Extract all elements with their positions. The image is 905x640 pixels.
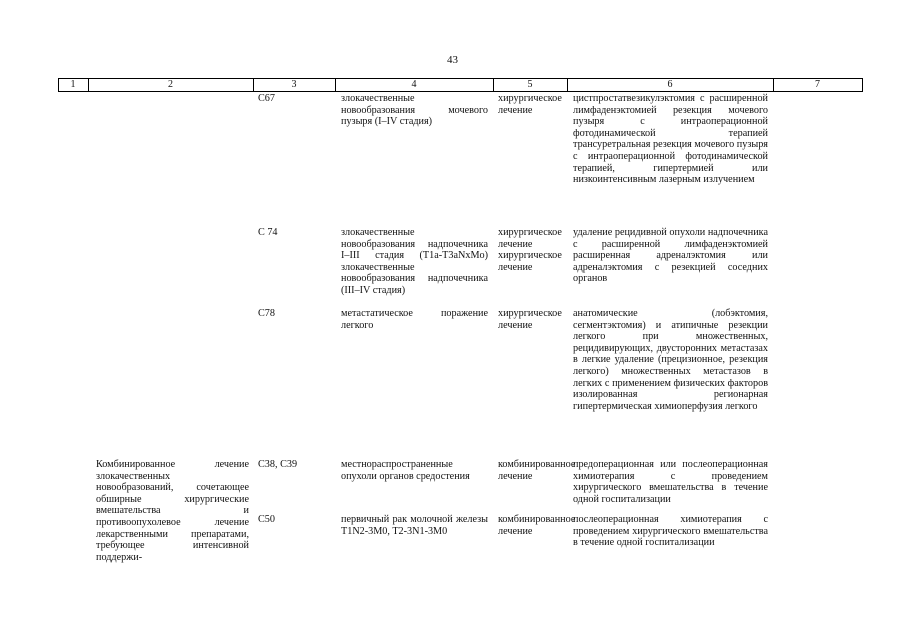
icd-code: C67 [258, 93, 275, 104]
treatment-methods: удаление рецидивной опухоли надпочечника с расширенной лимфаденэктомией расширенная адреналэктомия или адреналэктомия с резекцией соседних органов [573, 227, 768, 285]
treatment-type: хирургическое лечение [498, 93, 562, 116]
table-header-bottom-rule [58, 91, 862, 92]
treatment-type: комбинированное лечение [498, 514, 576, 537]
column-header: 4 [411, 79, 417, 90]
page-number: 43 [447, 54, 458, 66]
icd-code: C78 [258, 308, 275, 319]
diagnosis: первичный рак молочной железы T1N2-3M0, T2-3N1-3M0 [341, 514, 488, 537]
column-header: 5 [527, 79, 533, 90]
column-header: 1 [70, 79, 76, 90]
column-divider [862, 78, 863, 92]
icd-code: C50 [258, 514, 275, 525]
treatment-methods: предоперационная или послеоперационная химиотерапия с проведением хирургического вмешательства в течение одной госпитализации [573, 459, 768, 505]
treatment-methods: послеоперационная химиотерапия с проведением хирургического вмешательства в течение одной госпитализации [573, 514, 768, 549]
treatment-methods: цистпростатвезикулэктомия с расширенной лимфаденэктомией резекция мочевого пузыря с интраоперационной фотодинамической терапией трансуретральная резекция мочевого пузыря с интраоперационной фотодинамической терапией, гипертермией или низкоинтенсивным лазерным излучением [573, 93, 768, 186]
treatment-type: хирургическое лечение хирургическое лечение [498, 227, 562, 273]
column-header: 2 [168, 79, 173, 90]
column-header: 3 [291, 79, 297, 90]
icd-code: C38, C39 [258, 459, 298, 470]
column-header: 7 [815, 79, 820, 90]
diagnosis: злокачественные новообразования мочевого пузыря (I–IV стадия) [341, 93, 488, 128]
treatment-group: Комбинированное лечение злокачественных новообразований, сочетающее обширные хирургические вмешательства и противоопухолевое лечение лекарственными препаратами, требующее интенсивной поддержи- [96, 459, 249, 563]
treatment-methods: анатомические (лобэктомия, сегментэктомия) и атипичные резекции легкого при множественных, рецидивирующих, двусторонних метастазах в легкие удаление (прецизионное, резекция легкого) множественных метастазов в легких с применением физических факторов изолированная регионарная гипертермическая химиоперфузия легкого [573, 308, 768, 412]
column-header: 6 [667, 79, 673, 90]
diagnosis: метастатическое поражение легкого [341, 308, 488, 331]
treatment-type: комбинированное лечение [498, 459, 576, 482]
diagnosis: злокачественные новообразования надпочечника I–III стадия (T1a-T3aNxMo) злокачественные новообразования надпочечника (III–IV стадия) [341, 227, 488, 296]
diagnosis: местнораспространенные опухоли органов средостения [341, 459, 470, 482]
treatment-type: хирургическое лечение [498, 308, 562, 331]
icd-code: C 74 [258, 227, 278, 238]
